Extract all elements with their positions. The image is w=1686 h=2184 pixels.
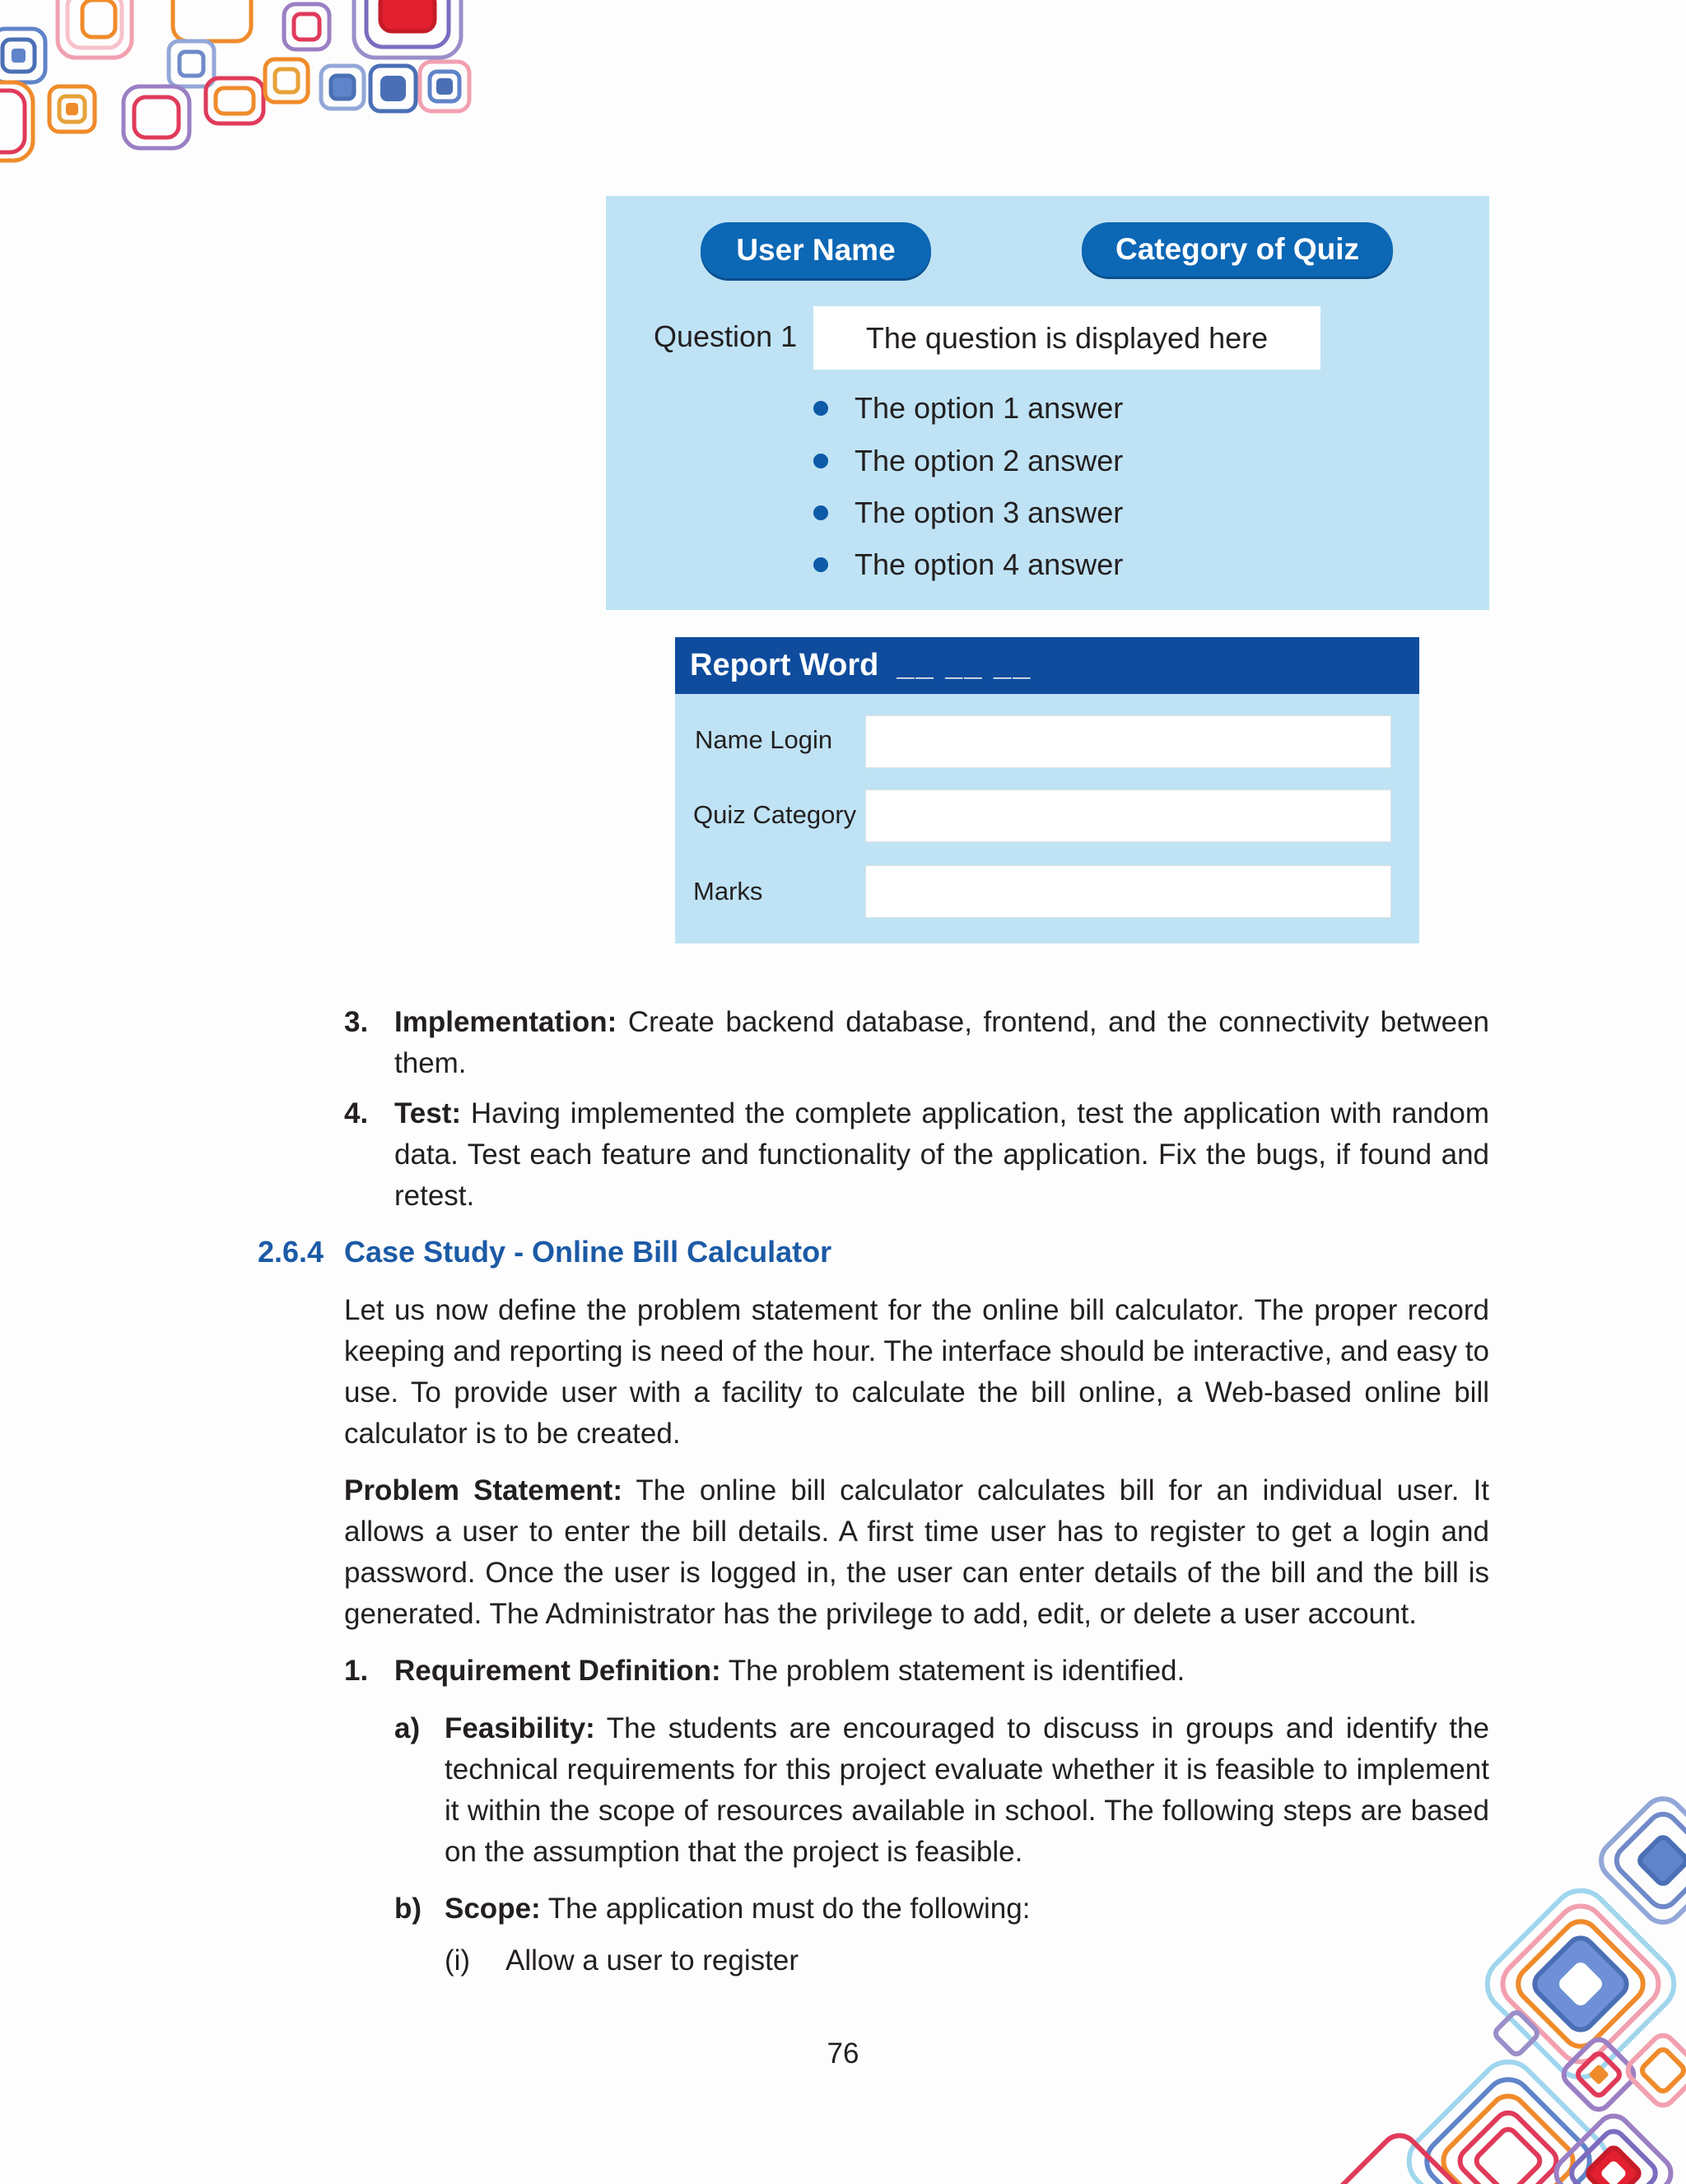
marks-field[interactable] xyxy=(865,865,1391,918)
list-number: 1. xyxy=(344,1655,369,1687)
quiz-category-field[interactable] xyxy=(865,789,1391,842)
section-title: Case Study - Online Bill Calculator xyxy=(344,1235,832,1269)
sub-item-label: (i) xyxy=(445,1944,471,1977)
report-blanks: __ __ __ xyxy=(897,648,1032,682)
section-number: 2.6.4 xyxy=(258,1235,324,1269)
report-title: Report Word xyxy=(690,648,879,682)
question-display-box: The question is displayed here xyxy=(813,306,1320,370)
quiz-category-button[interactable]: Category of Quiz xyxy=(1082,222,1393,277)
list-number: 4. xyxy=(344,1097,369,1129)
quiz-mockup-panel xyxy=(606,196,1489,610)
list-letter: a) xyxy=(394,1712,421,1744)
decorative-squares-top-left xyxy=(0,0,477,165)
option-item[interactable]: The option 3 answer xyxy=(813,496,1123,530)
intro-paragraph: Let us now define the problem statement for the online bill calculator. The proper record keeping and reporting is need of the hour. The interface should be interactive, and easy to use. To provide user with a facility to calculate the bill online, a Web-based online bill calculator is to be created. xyxy=(344,1294,1489,1450)
question-label: Question 1 xyxy=(654,319,798,353)
name-login-field[interactable] xyxy=(865,715,1391,768)
radio-bullet-icon xyxy=(813,454,828,468)
report-header xyxy=(675,637,1419,694)
scope-paragraph: Scope: The application must do the following: xyxy=(445,1893,1031,1925)
list-letter: b) xyxy=(394,1893,422,1925)
name-login-label: Name Login xyxy=(695,725,833,754)
requirement-definition-paragraph: Requirement Definition: The problem statement is identified. xyxy=(394,1655,1185,1687)
report-mockup-panel xyxy=(675,637,1419,943)
marks-label: Marks xyxy=(693,877,763,906)
radio-bullet-icon xyxy=(813,557,828,572)
sub-item-text: Allow a user to register xyxy=(505,1944,799,1977)
test-paragraph: Test: Having implemented the complete application, test the application with random data. Test each feature and functionality of the application. Fix the bugs, if found and retest. xyxy=(394,1097,1489,1212)
quiz-category-label: Quiz Category xyxy=(693,800,857,829)
list-number: 3. xyxy=(344,1006,369,1038)
option-item[interactable]: The option 4 answer xyxy=(813,547,1123,582)
option-item[interactable]: The option 1 answer xyxy=(813,391,1123,426)
radio-bullet-icon xyxy=(813,401,828,416)
option-item[interactable]: The option 2 answer xyxy=(813,444,1123,478)
radio-bullet-icon xyxy=(813,505,828,520)
implementation-paragraph: Implementation: Create backend database, frontend, and the connectivity between them. xyxy=(394,1006,1489,1079)
feasibility-paragraph: Feasibility: The students are encouraged to discuss in groups and identify the technical requirements for this project evaluate whether it is feasible to implement it within the scope of resources available in school. The following steps are based on the assumption that the project is feasible. xyxy=(445,1712,1489,1868)
page-number: 76 xyxy=(827,2037,859,2070)
problem-statement-paragraph: Problem Statement: The online bill calculator calculates bill for an individual user. It allows a user to enter the bill details. A first time user has to register to get a login and password. Once the user is logged in, the user can enter details of the bill and the bill is generated. The Administrator has the privilege to add, edit, or delete a user account. xyxy=(344,1474,1489,1630)
user-name-button[interactable]: User Name xyxy=(701,222,931,278)
